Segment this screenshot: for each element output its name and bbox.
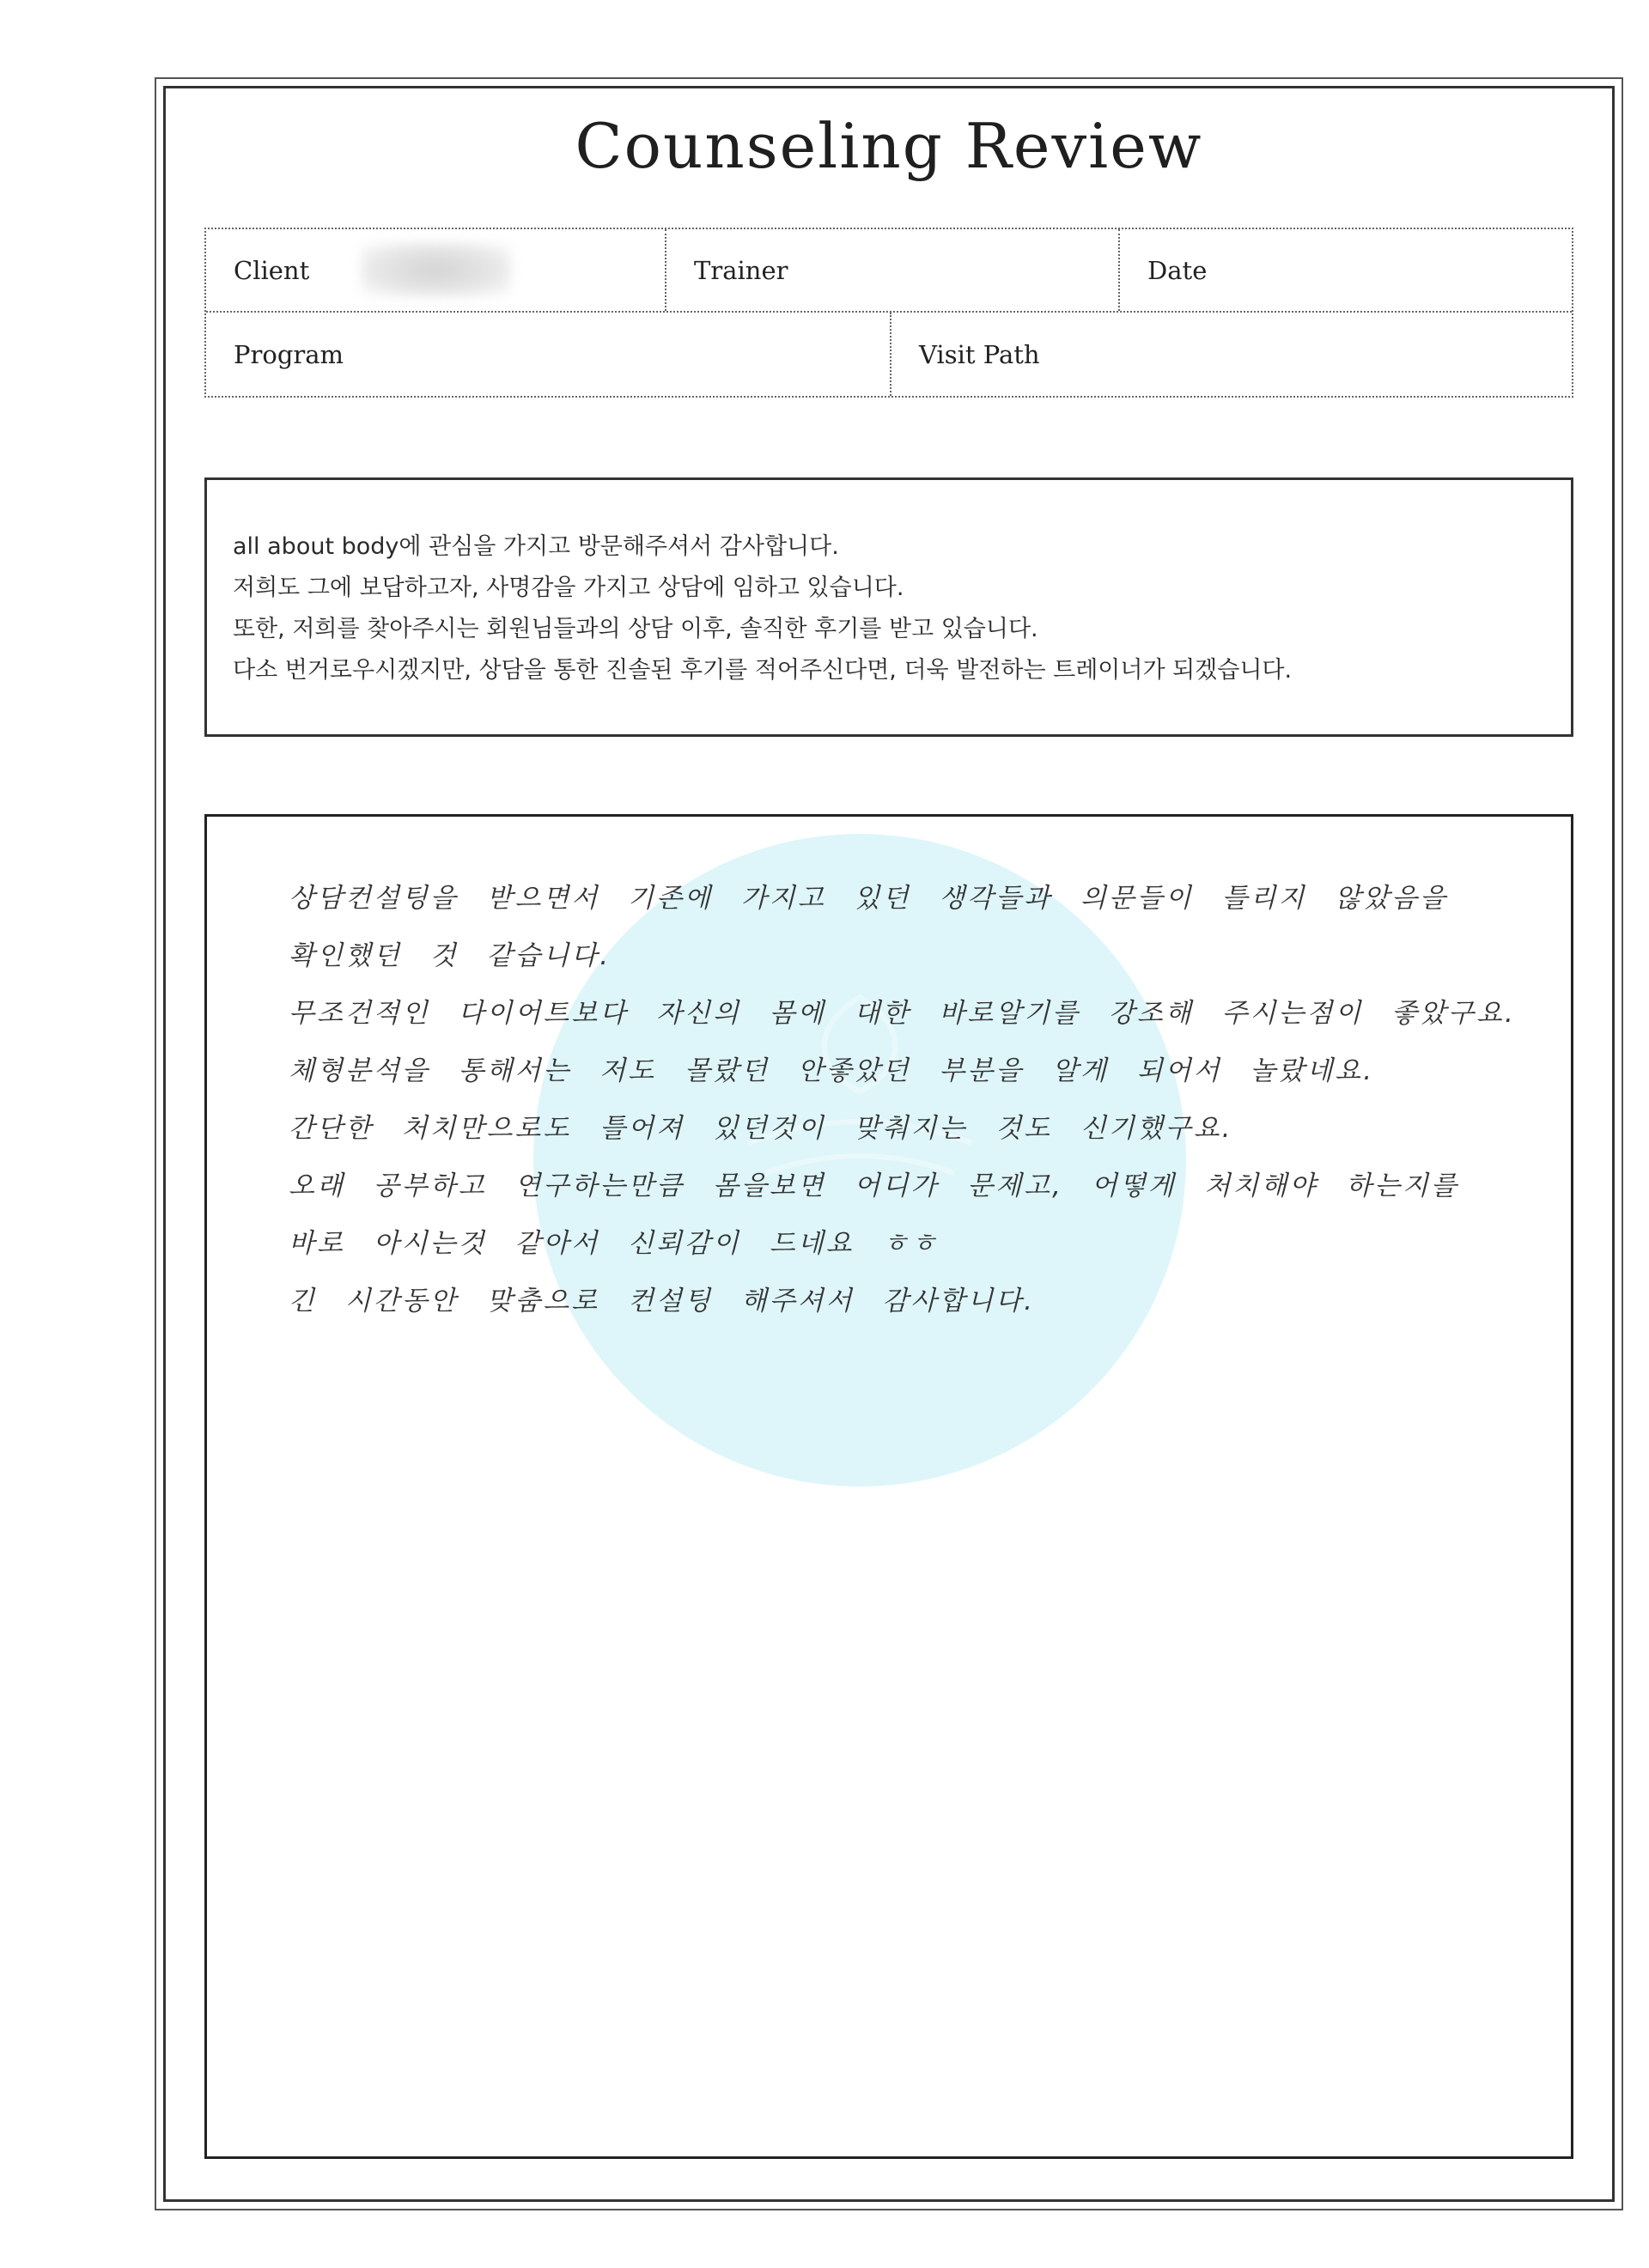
- program-cell[interactable]: [206, 313, 891, 396]
- review-line: 간단한 처치만으로도 틀어져 있던것이 맞춰지는 것도 신기했구요.: [289, 1113, 1233, 1144]
- info-row-2: [206, 313, 1572, 396]
- trainer-label: Trainer: [694, 255, 788, 285]
- notice-line: 저희도 그에 보답하고자, 사명감을 가지고 상담에 임하고 있습니다.: [233, 575, 904, 601]
- review-line: 체형분석을 통해서는 저도 몰랐던 안좋았던 부분을 알게 되어서 놀랐네요.: [289, 1055, 1375, 1086]
- review-line: 오래 공부하고 연구하는만큼 몸을보면 어디가 문제고, 어떻게 처치해야 하는지를: [289, 1170, 1459, 1201]
- visit-path-cell[interactable]: [891, 313, 1575, 396]
- review-line: 무조건적인 다이어트보다 자신의 몸에 대한 바로알기를 강조해 주시는점이 좋았구요.: [289, 998, 1516, 1029]
- client-label: Client: [234, 255, 310, 285]
- review-line: 긴 시간동안 맞춤으로 컨설팅 해주셔서 감사합니다.: [289, 1286, 1035, 1316]
- notice-line: 다소 번거로우시겠지만, 상담을 통한 진솔된 후기를 적어주신다면, 더욱 발전하는 트레이너가 되겠습니다.: [233, 657, 1293, 684]
- page-title: Counseling Review: [575, 110, 1203, 182]
- notice-box: [204, 477, 1573, 737]
- review-line: 바로 아시는것 같아서 신뢰감이 드네요 ㅎㅎ: [289, 1228, 940, 1259]
- visit-path-label: Visit Path: [919, 339, 1040, 369]
- review-line: 확인했던 것 같습니다.: [289, 940, 612, 971]
- review-line: 상담컨설팅을 받으면서 기존에 가지고 있던 생각들과 의문들이 틀리지 않았음을: [289, 883, 1449, 914]
- trainer-cell[interactable]: [666, 229, 1120, 311]
- review-box[interactable]: [204, 814, 1573, 2159]
- handwritten-review: [289, 870, 1516, 1330]
- client-name-blurred: [361, 242, 511, 297]
- date-cell[interactable]: [1120, 229, 1575, 311]
- date-label: Date: [1147, 255, 1208, 285]
- program-label: Program: [234, 339, 344, 369]
- notice-line: all about body에 관심을 가지고 방문해주셔서 감사합니다.: [233, 533, 839, 560]
- notice-line: 또한, 저희를 찾아주시는 회원님들과의 상담 이후, 솔직한 후기를 받고 있습니다.: [233, 616, 1038, 642]
